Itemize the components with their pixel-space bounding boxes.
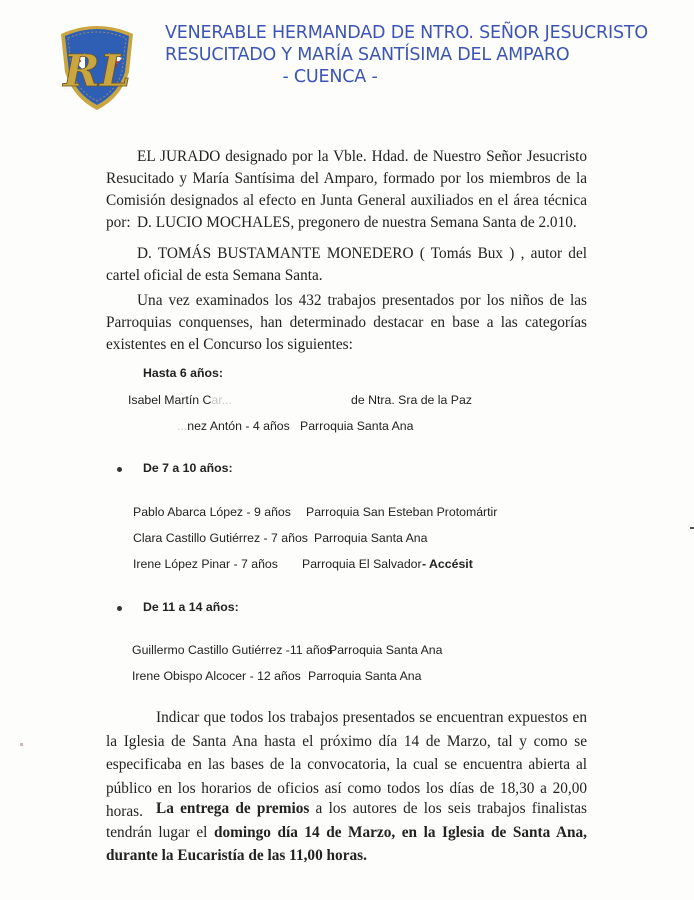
- entry-parish: Parroquia San Esteban Protomártir: [306, 505, 498, 519]
- entry-parish: Parroquia Santa Ana: [308, 669, 422, 683]
- exhibition-text: Indicar que todos los trabajos presentados se encuentran expuestos en la Iglesia de Santa Ana hasta el próximo día 14 de Marzo, tal y como se especificaba en las bases de la convocatoria, la cual se encuentra abierta al público en los horarios de oficios así como todos los días de 18,30 a 20,00 horas.: [106, 709, 587, 820]
- jury-member-1-text: D. LUCIO MOCHALES, pregonero de nuestra Semana Santa de 2.010.: [137, 214, 577, 231]
- list-item: [128, 393, 232, 407]
- redacted-text: ar...: [211, 393, 232, 407]
- letterhead: [165, 22, 648, 88]
- scan-mark: [20, 743, 23, 746]
- intro-text: EL JURADO designado por la Vble. Hdad. de Nuestro Señor Jesucristo Resucitado y María Santísima del Amparo, formado por los miembros de la Comisión designados al efecto en Junta General auxiliados en el área técnica por:: [106, 148, 587, 231]
- entry-name: Clara Castillo Gutiérrez - 7 años: [133, 531, 308, 545]
- svg-text:RL: RL: [63, 46, 131, 97]
- redacted-text: ...: [177, 419, 188, 433]
- jury-member-2: [106, 243, 587, 287]
- category-title-11-to-14: De 11 a 14 años:: [143, 600, 239, 614]
- examined-paragraph: [106, 290, 587, 356]
- entry-parish: Parroquia El Salvador: [302, 557, 422, 571]
- entry-name: Irene Obispo Alcocer - 12 años: [132, 669, 301, 683]
- entry-parish: de Ntra. Sra de la Paz: [351, 393, 472, 407]
- examined-text: Una vez examinados los 432 trabajos presentados por los niños de las Parroquias conquenses, han determinado destacar en base a las categorías existentes en el Concurso los siguientes:: [106, 292, 587, 353]
- jury-member-1: [106, 212, 587, 234]
- entry-parish: Parroquia Santa Ana: [314, 531, 428, 545]
- category-title-7-to-10: De 7 a 10 años:: [143, 461, 233, 475]
- entry-name: nez Antón - 4 años: [187, 419, 290, 433]
- letterhead-line-1: VENERABLE HERMANDAD DE NTRO. SEÑOR JESUCRISTO: [165, 23, 648, 43]
- awards-paragraph: [106, 797, 587, 868]
- entry-parish: Parroquia Santa Ana: [300, 419, 414, 433]
- jury-member-2-text: D. TOMÁS BUSTAMANTE MONEDERO ( Tomás Bux ) , autor del cartel oficial de esta Semana Santa.: [106, 245, 587, 284]
- entry-parish: Parroquia Santa Ana: [329, 643, 443, 657]
- list-item: [177, 419, 290, 433]
- entry-name: Irene López Pinar - 7 años: [133, 557, 278, 571]
- scan-mark: [690, 527, 694, 529]
- category-title-under-6: Hasta 6 años:: [143, 366, 223, 380]
- brotherhood-crest-icon: [55, 20, 139, 112]
- bullet-icon: [117, 467, 122, 472]
- entry-name: Guillermo Castillo Gutiérrez -11 años: [132, 643, 333, 657]
- entry-name: Pablo Abarca López - 9 años: [133, 505, 291, 519]
- awards-lead: La entrega de premios: [156, 800, 310, 817]
- bullet-icon: [117, 606, 122, 611]
- awards-date-place: domingo día 14 de Marzo, en la Iglesia de Santa Ana, durante la Eucaristía de las 11,00 horas.: [106, 823, 587, 864]
- letterhead-city: - CUENCA -: [282, 67, 378, 87]
- awards-mid: a los autores de los seis trabajos finalistas tendrán lugar el: [106, 800, 587, 841]
- accesit-badge: - Accésit: [422, 557, 473, 571]
- letterhead-line-2: RESUCITADO Y MARÍA SANTÍSIMA DEL AMPARO: [165, 45, 570, 65]
- entry-name: Isabel Martín C: [128, 393, 212, 407]
